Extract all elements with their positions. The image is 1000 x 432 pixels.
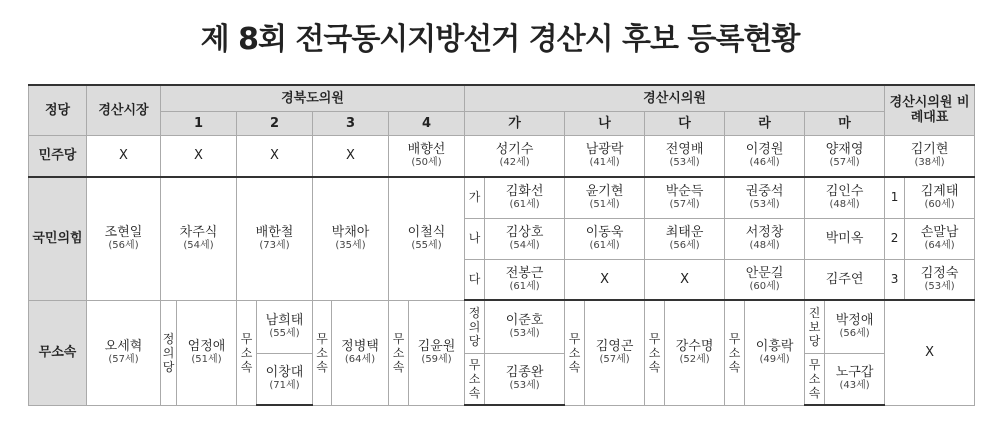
gukmin-city-ma-1 bbox=[805, 177, 885, 218]
candidate-age: (53세) bbox=[749, 199, 780, 211]
candidate-name: 김주연 bbox=[825, 271, 864, 287]
musosok-ra bbox=[745, 300, 805, 405]
candidate-name: 배향선 bbox=[407, 142, 446, 158]
header-city-ga: 가 bbox=[465, 111, 565, 135]
musosok-na-affiliation bbox=[565, 300, 585, 405]
gukmin-prov-2 bbox=[237, 177, 313, 300]
candidate-name: 양재영 bbox=[825, 142, 864, 158]
gukmin-city-ra-3 bbox=[725, 259, 805, 300]
candidate-age: (61세) bbox=[589, 240, 620, 251]
candidate-name: 정병택 bbox=[341, 339, 379, 354]
candidate-age: (59세) bbox=[421, 354, 452, 365]
candidate-age: (60세) bbox=[924, 199, 955, 211]
candidate-age: (57세) bbox=[669, 199, 700, 211]
header-prov-2: 2 bbox=[237, 111, 313, 135]
party-minju: 민주당 bbox=[29, 135, 87, 177]
candidate-name: 김화선 bbox=[505, 184, 544, 200]
candidate-name: 조현일 bbox=[104, 225, 143, 241]
candidate-name: 박미옥 bbox=[825, 231, 864, 246]
candidate-name: 김인수 bbox=[825, 184, 864, 200]
candidate-name: 안문길 bbox=[745, 265, 784, 281]
party-gukmin: 국민의힘 bbox=[29, 177, 87, 300]
musosok-p2-bottom bbox=[257, 353, 313, 405]
candidate-age: (53세) bbox=[509, 380, 540, 392]
gukmin-city-da-3 bbox=[645, 259, 725, 300]
affiliation-label: 정의당 bbox=[162, 331, 175, 374]
candidate-name: 권중석 bbox=[745, 184, 784, 200]
candidate-name: 김종완 bbox=[505, 365, 544, 381]
candidate-age: (57세) bbox=[599, 354, 630, 366]
minju-prop bbox=[885, 135, 975, 177]
minju-prov-1: X bbox=[161, 135, 237, 177]
candidate-name: 노구갑 bbox=[835, 365, 874, 381]
candidate-name: 김윤원 bbox=[417, 339, 456, 354]
candidate-age: (50세) bbox=[411, 157, 442, 169]
affiliation-label: 무소속 bbox=[808, 357, 821, 400]
candidate-name: 전봉근 bbox=[505, 265, 544, 281]
candidate-age: (53세) bbox=[924, 280, 955, 292]
gukmin-city-ga-1 bbox=[485, 177, 565, 218]
minju-city-na bbox=[565, 135, 645, 177]
candidate-age: (42세) bbox=[499, 157, 530, 169]
musosok-ma-top bbox=[825, 300, 885, 353]
minju-city-da bbox=[645, 135, 725, 177]
candidate-name: 김상호 bbox=[505, 225, 544, 240]
affiliation-label: 무소속 bbox=[728, 331, 741, 374]
minju-prov-3: X bbox=[313, 135, 389, 177]
candidate-age: (35세) bbox=[335, 240, 366, 252]
candidate-age: (55세) bbox=[269, 328, 300, 339]
candidate-name: 성기수 bbox=[495, 142, 534, 158]
header-city-da: 다 bbox=[645, 111, 725, 135]
musosok-ma-bottom-affiliation bbox=[805, 353, 825, 405]
gukmin-prov-1 bbox=[161, 177, 237, 300]
musosok-da bbox=[665, 300, 725, 405]
candidate-name: X bbox=[600, 271, 609, 287]
header-city-na: 나 bbox=[565, 111, 645, 135]
header-prov-4: 4 bbox=[389, 111, 465, 135]
gukmin-prop-num-3: 3 bbox=[885, 259, 905, 300]
candidate-age: (71세) bbox=[269, 380, 300, 392]
candidate-age: (73세) bbox=[259, 240, 290, 252]
affiliation-label: 정의당 bbox=[468, 305, 481, 348]
gukmin-city-ga-3 bbox=[485, 259, 565, 300]
musosok-ga-top bbox=[485, 300, 565, 353]
musosok-ra-affiliation bbox=[725, 300, 745, 405]
candidate-age: (57세) bbox=[108, 354, 139, 365]
candidate-name: 이흥락 bbox=[755, 339, 794, 355]
musosok-p1 bbox=[177, 300, 237, 405]
candidate-age: (56세) bbox=[839, 328, 870, 340]
candidate-age: (48세) bbox=[749, 240, 780, 251]
candidate-name: 남광락 bbox=[585, 142, 624, 158]
candidate-age: (56세) bbox=[669, 240, 700, 251]
candidate-name: 박순득 bbox=[665, 184, 704, 200]
candidate-age: (43세) bbox=[839, 380, 870, 392]
header-provincial: 경북도의원 bbox=[161, 85, 465, 111]
candidate-name: 윤기현 bbox=[585, 184, 624, 200]
candidate-name: 이경원 bbox=[745, 142, 784, 158]
gukmin-sub-label-da: 다 bbox=[465, 259, 485, 300]
header-prov-3: 3 bbox=[313, 111, 389, 135]
musosok-p1-affiliation bbox=[161, 300, 177, 405]
candidate-age: (53세) bbox=[669, 157, 700, 169]
candidate-age: (61세) bbox=[509, 280, 540, 292]
musosok-p3 bbox=[332, 300, 389, 405]
minju-prov-2: X bbox=[237, 135, 313, 177]
header-proportional: 경산시의원 비례대표 bbox=[885, 85, 975, 135]
musosok-na bbox=[585, 300, 645, 405]
candidate-name: 이준호 bbox=[505, 313, 544, 329]
gukmin-prop-num-1: 1 bbox=[885, 177, 905, 218]
candidate-age: (51세) bbox=[589, 199, 620, 211]
candidate-name: 이창대 bbox=[265, 365, 304, 381]
candidate-age: (38세) bbox=[914, 157, 945, 169]
candidate-age: (60세) bbox=[749, 280, 780, 292]
affiliation-label: 무소속 bbox=[316, 331, 328, 374]
gukmin-prov-4 bbox=[389, 177, 465, 300]
gukmin-city-ma-2 bbox=[805, 218, 885, 259]
gukmin-city-ra-2 bbox=[725, 218, 805, 259]
minju-city-ga bbox=[465, 135, 565, 177]
candidate-age: (51세) bbox=[191, 354, 222, 365]
candidate-name: 서정창 bbox=[745, 225, 784, 240]
candidate-name: 박정애 bbox=[835, 313, 874, 329]
musosok-p3-affiliation bbox=[313, 300, 332, 405]
gukmin-city-na-2 bbox=[565, 218, 645, 259]
gukmin-city-da-2 bbox=[645, 218, 725, 259]
gukmin-city-ra-1 bbox=[725, 177, 805, 218]
candidate-age: (54세) bbox=[183, 240, 214, 252]
gukmin-city-na-3 bbox=[565, 259, 645, 300]
gukmin-prop-1 bbox=[905, 177, 975, 218]
musosok-p2-affiliation bbox=[237, 300, 257, 405]
musosok-ma-bottom bbox=[825, 353, 885, 405]
minju-prov-4 bbox=[389, 135, 465, 177]
musosok-ga-top-affiliation bbox=[465, 300, 485, 353]
minju-city-ra bbox=[725, 135, 805, 177]
candidate-age: (49세) bbox=[759, 354, 790, 366]
musosok-ma-top-affiliation bbox=[805, 300, 825, 353]
gukmin-sub-label-ga: 가 bbox=[465, 177, 485, 218]
gukmin-sub-label-na: 나 bbox=[465, 218, 485, 259]
header-mayor: 경산시장 bbox=[87, 85, 161, 135]
candidate-name: 이철식 bbox=[407, 225, 446, 241]
gukmin-city-da-1 bbox=[645, 177, 725, 218]
candidate-age: (56세) bbox=[108, 240, 139, 252]
candidate-name: 강수명 bbox=[675, 339, 714, 355]
musosok-ga-bottom bbox=[485, 353, 565, 405]
musosok-p4-affiliation bbox=[389, 300, 409, 405]
candidate-name: 김계태 bbox=[920, 184, 959, 200]
candidate-age: (48세) bbox=[829, 199, 860, 211]
candidate-name: 김정숙 bbox=[920, 265, 959, 281]
musosok-prop: X bbox=[885, 300, 975, 405]
musosok-mayor bbox=[87, 300, 161, 405]
affiliation-label: 무소속 bbox=[468, 357, 481, 400]
gukmin-prop-num-2: 2 bbox=[885, 218, 905, 259]
affiliation-label: 무소속 bbox=[240, 331, 253, 374]
candidate-name: 엄정애 bbox=[187, 339, 226, 354]
musosok-ga-bottom-affiliation bbox=[465, 353, 485, 405]
gukmin-prop-2 bbox=[905, 218, 975, 259]
candidate-name: 전영배 bbox=[665, 142, 704, 158]
minju-mayor: X bbox=[87, 135, 161, 177]
affiliation-label: 무소속 bbox=[648, 331, 661, 374]
gukmin-city-na-1 bbox=[565, 177, 645, 218]
candidate-name: 배한철 bbox=[255, 225, 294, 241]
candidate-table-wrap bbox=[28, 84, 974, 406]
candidate-name: 차주식 bbox=[179, 225, 218, 241]
candidate-name: 김영곤 bbox=[595, 339, 634, 355]
candidate-name: X bbox=[680, 271, 689, 287]
minju-city-ma bbox=[805, 135, 885, 177]
page-title: 제 8회 전국동시지방선거 경산시 후보 등록현황 bbox=[200, 22, 800, 57]
candidate-age: (46세) bbox=[749, 157, 780, 169]
affiliation-label: 무소속 bbox=[568, 331, 581, 374]
affiliation-label: 무소속 bbox=[392, 331, 405, 374]
party-musosok: 무소속 bbox=[29, 300, 87, 405]
musosok-da-affiliation bbox=[645, 300, 665, 405]
candidate-age: (41세) bbox=[589, 157, 620, 169]
header-prov-1: 1 bbox=[161, 111, 237, 135]
candidate-name: 이동욱 bbox=[585, 225, 624, 240]
candidate-name: 손말남 bbox=[920, 225, 959, 240]
candidate-name: 박채아 bbox=[331, 225, 370, 241]
candidate-age: (61세) bbox=[509, 199, 540, 211]
header-party: 정당 bbox=[29, 85, 87, 135]
candidate-table bbox=[28, 84, 975, 406]
gukmin-prop-3 bbox=[905, 259, 975, 300]
header-city-ra: 라 bbox=[725, 111, 805, 135]
candidate-age: (57세) bbox=[829, 157, 860, 169]
header-city: 경산시의원 bbox=[465, 85, 885, 111]
gukmin-prov-3 bbox=[313, 177, 389, 300]
candidate-name: 김기현 bbox=[910, 142, 949, 158]
gukmin-city-ma-3 bbox=[805, 259, 885, 300]
candidate-age: (54세) bbox=[509, 240, 540, 251]
candidate-age: (64세) bbox=[924, 240, 955, 251]
affiliation-label: 진보당 bbox=[808, 305, 821, 348]
candidate-name: 오세혁 bbox=[104, 339, 143, 354]
candidate-age: (52세) bbox=[679, 354, 710, 366]
candidate-age: (55세) bbox=[411, 240, 442, 252]
gukmin-mayor bbox=[87, 177, 161, 300]
candidate-name: 남희태 bbox=[265, 313, 304, 328]
candidate-name: 최태운 bbox=[665, 225, 704, 240]
candidate-age: (64세) bbox=[344, 354, 376, 365]
header-city-ma: 마 bbox=[805, 111, 885, 135]
musosok-p4 bbox=[409, 300, 465, 405]
gukmin-city-ga-2 bbox=[485, 218, 565, 259]
candidate-age: (53세) bbox=[509, 328, 540, 340]
musosok-p2-top bbox=[257, 300, 313, 353]
